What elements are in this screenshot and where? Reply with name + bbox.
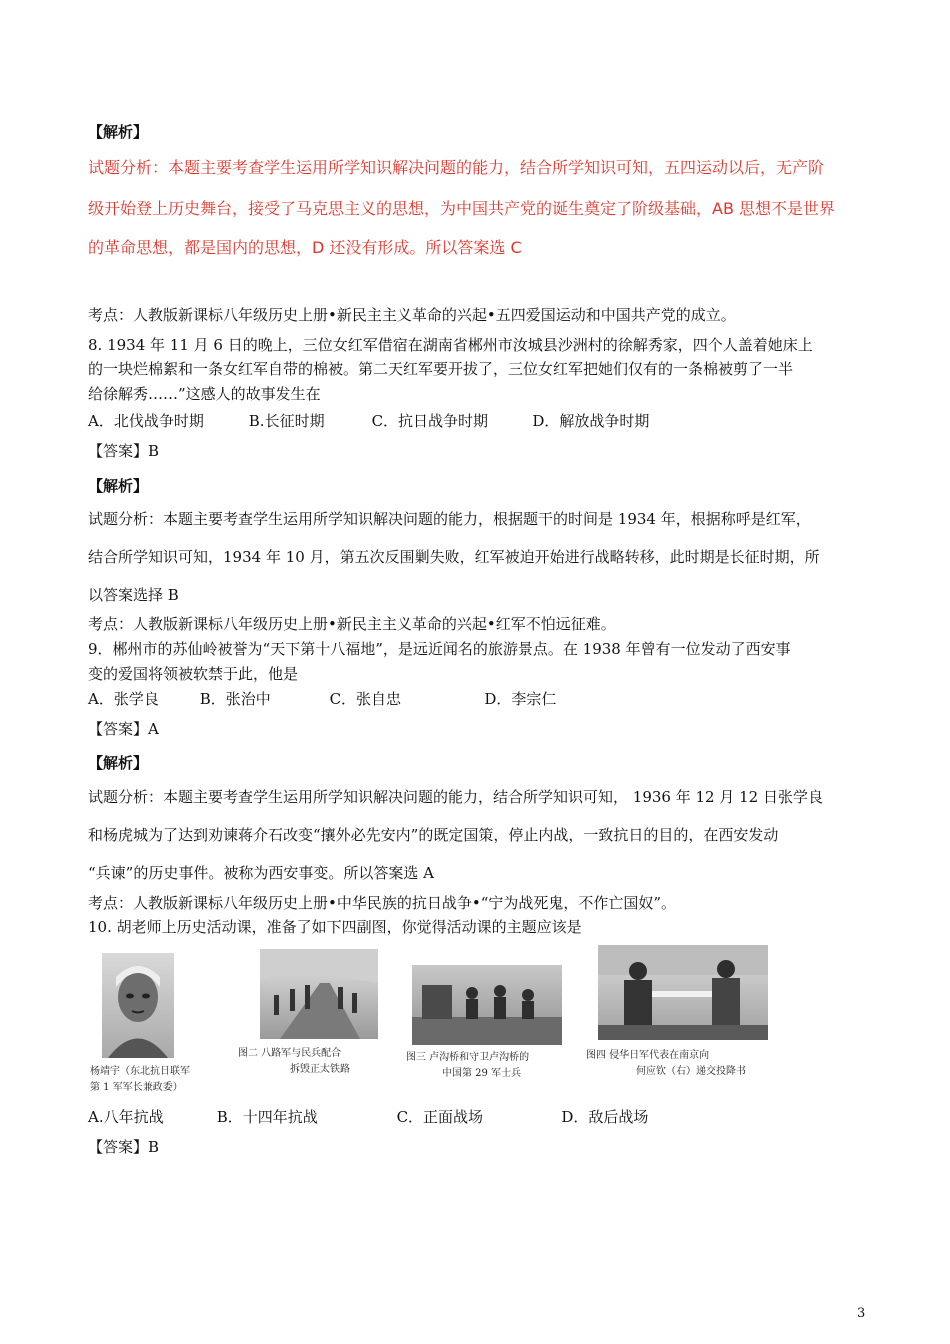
prev-kaodian: 考点：人教版新课标八年级历史上册•新民主主义革命的兴起•五四爱国运动和中国共产党的成立。	[88, 306, 736, 324]
figure-3-caption-line-1: 图三 卢沟桥和守卫卢沟桥的	[406, 1052, 530, 1063]
figure-2-caption-line-2: 拆毁正太铁路	[290, 1064, 350, 1075]
q9-analysis-line-2: 和杨虎城为了达到劝谏蒋介石改变“攘外必先安内”的既定国策，停止内战，一致抗日的目的，在西安发动	[88, 826, 779, 844]
q10-options	[88, 1107, 868, 1127]
prev-analysis-line-3: 的革命思想，都是国内的思想，D 还没有形成。所以答案选 C	[88, 238, 522, 257]
figure-1-photo	[102, 953, 174, 1058]
q9-option-d: D．李宗仁	[484, 690, 557, 708]
q9-analysis-line-1: 试题分析：本题主要考查学生运用所学知识解决问题的能力，结合所学知识可知， 1936 年 12 月 12 日张学良	[88, 788, 823, 806]
q8-stem-line-3: 给徐解秀……”这感人的故事发生在	[88, 385, 321, 403]
q9-answer: 【答案】A	[88, 720, 159, 738]
q8-analysis-line-2: 结合所学知识可知，1934 年 10 月，第五次反围剿失败，红军被迫开始进行战略转移，此时期是长征时期，所	[88, 548, 820, 566]
q10-answer: 【答案】B	[88, 1138, 160, 1156]
q9-option-c: C．张自忠	[329, 690, 402, 708]
q8-analysis-line-1: 试题分析：本题主要考查学生运用所学知识解决问题的能力，根据题干的时间是 1934 年，根据称呼是红军，	[88, 510, 811, 528]
figure-1-caption-line-2: 第 1 军军长兼政委）	[90, 1082, 183, 1093]
figure-4-photo	[598, 945, 768, 1040]
figure-2-caption-line-1: 图二 八路军与民兵配合	[238, 1048, 342, 1059]
q8-options	[88, 411, 868, 431]
q8-option-a: A．北伐战争时期	[88, 412, 204, 430]
q10-figures	[88, 945, 778, 1095]
q8-stem-line-1: 8. 1934 年 11 月 6 日的晚上，三位女红军借宿在湖南省郴州市汝城县沙洲村的徐解秀家，四个人盖着她床上	[88, 336, 813, 354]
q8-kaodian: 考点：人教版新课标八年级历史上册•新民主主义革命的兴起•红军不怕远征难。	[88, 615, 616, 633]
page-number: 3	[857, 1306, 866, 1321]
figure-4-caption-line-1: 图四 侵华日军代表在南京向	[586, 1050, 710, 1061]
q8-analysis-tag: 【解析】	[88, 477, 149, 495]
q9-option-b: B．张治中	[199, 690, 271, 708]
q8-option-d: D．解放战争时期	[532, 412, 650, 430]
q9-kaodian: 考点：人教版新课标八年级历史上册•中华民族的抗日战争•“宁为战死鬼，不作亡国奴”。	[88, 894, 677, 912]
figure-2-photo	[260, 949, 378, 1039]
q9-option-a: A．张学良	[88, 690, 159, 708]
prev-analysis-tag: 【解析】	[88, 123, 149, 141]
figure-3-photo	[412, 965, 562, 1045]
figure-4-caption-line-2: 何应钦（右）递交投降书	[636, 1066, 746, 1077]
q8-analysis-line-3: 以答案选择 B	[88, 586, 179, 604]
q10-option-a: A.八年抗战	[88, 1108, 164, 1126]
q9-analysis-tag: 【解析】	[88, 754, 149, 772]
q10-option-c: C．正面战场	[396, 1108, 484, 1126]
figure-3-caption-line-2: 中国第 29 军士兵	[442, 1068, 522, 1079]
prev-analysis-line-1: 试题分析：本题主要考查学生运用所学知识解决问题的能力，结合所学知识可知，五四运动以后，无产阶	[88, 158, 825, 177]
figure-1-caption-line-1: 杨靖宇（东北抗日联军	[90, 1066, 190, 1077]
q9-stem-line-1: 9．郴州市的苏仙岭被誉为“天下第十八福地”，是远近闻名的旅游景点。在 1938 年曾有一位发动了西安事	[88, 640, 791, 658]
q8-stem-line-2: 的一块烂棉絮和一条女红军自带的棉被。第二天红军要开拔了，三位女红军把她们仅有的一条棉被剪了一半	[88, 360, 794, 378]
q9-analysis-line-3: “兵谏”的历史事件。被称为西安事变。所以答案选 A	[88, 864, 434, 882]
q8-option-c: C．抗日战争时期	[371, 412, 489, 430]
q8-answer: 【答案】B	[88, 442, 160, 460]
q10-option-b: B．十四年抗战	[216, 1108, 318, 1126]
q10-option-d: D．敌后战场	[561, 1108, 649, 1126]
q9-options	[88, 689, 868, 709]
q10-stem: 10. 胡老师上历史活动课，准备了如下四副图，你觉得活动课的主题应该是	[88, 918, 582, 936]
prev-analysis-line-2: 级开始登上历史舞台，接受了马克思主义的思想，为中国共产党的诞生奠定了阶级基础，AB 思想不是世界	[88, 199, 836, 218]
q9-stem-line-2: 变的爱国将领被软禁于此，他是	[88, 665, 299, 683]
q8-option-b: B.长征时期	[248, 412, 325, 430]
